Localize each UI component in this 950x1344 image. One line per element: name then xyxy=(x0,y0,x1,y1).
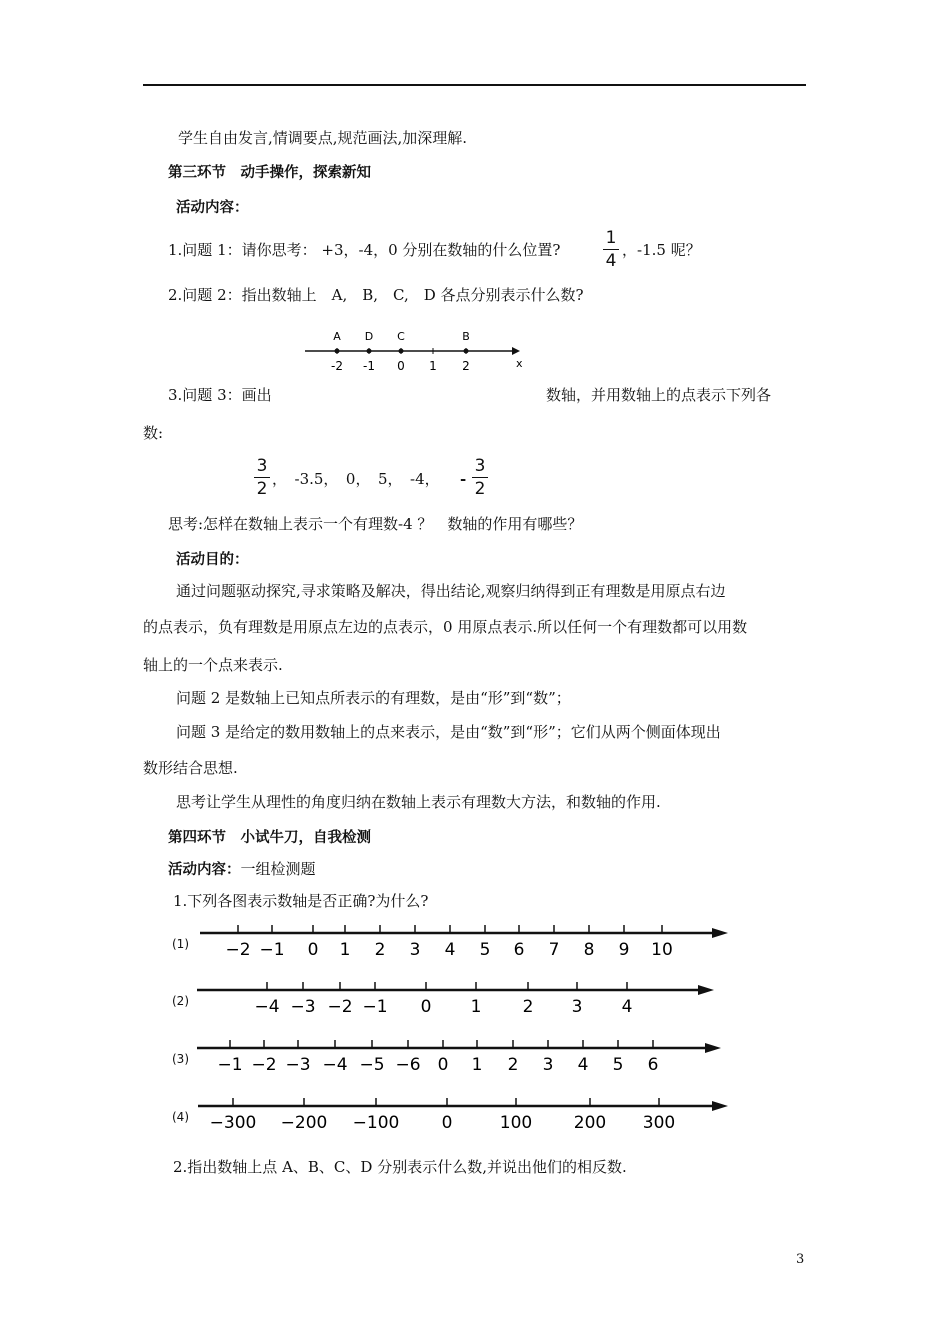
test-axis-tick-label: −4 xyxy=(254,997,280,1017)
test-axis-tick-label: 1 xyxy=(470,997,482,1017)
small-axis-tick-label: 2 xyxy=(462,359,470,373)
q1-fraction-numerator: 1 xyxy=(605,228,617,248)
test-axis-tick-label: 1 xyxy=(471,1055,483,1075)
test-axis-tick-label: 3 xyxy=(542,1055,554,1075)
test-axis-tick-label: 3 xyxy=(409,940,421,960)
test-axis-tick-label: 4 xyxy=(444,940,456,960)
small-axis-point xyxy=(464,349,469,354)
test-axis-tick-label: −200 xyxy=(280,1113,328,1133)
activity-4-label: 活动内容： xyxy=(168,862,241,878)
test-axis-tick-label: 7 xyxy=(548,940,560,960)
question-1: 1.问题 1：请你思考： +3，-4，0 分别在数轴的什么位置? xyxy=(168,241,561,259)
test-axis-tag: (1) xyxy=(172,937,189,951)
test-axis-tick-label: 2 xyxy=(507,1055,519,1075)
test-axis-arrow xyxy=(712,1101,728,1111)
test-axis-tick-label: 3 xyxy=(571,997,583,1017)
test-axis-tick-label: 5 xyxy=(612,1055,624,1075)
list-fraction-2 xyxy=(472,456,488,499)
small-axis-point xyxy=(399,349,404,354)
question-2: 2.问题 2：指出数轴上 A, B, C, D 各点分别表示什么数? xyxy=(168,286,584,304)
test-axis-tick-label: 9 xyxy=(618,940,630,960)
small-axis-point xyxy=(335,349,340,354)
small-axis-tick-label: 0 xyxy=(397,359,405,373)
test-axis-tick-label: −3 xyxy=(290,997,316,1017)
question-1-tail: ，-1.5 呢？ xyxy=(622,241,701,259)
test-axis-tick-label: 6 xyxy=(513,940,525,960)
activity-4-content xyxy=(168,858,316,879)
test-axis xyxy=(190,925,730,971)
goal-line-7: 思考让学生从理性的角度归纳在数轴上表示有理数大方法，和数轴的作用. xyxy=(176,793,661,811)
test-question-2: 2.指出数轴上点 A、B、C、D 分别表示什么数,并说出他们的相反数. xyxy=(173,1158,627,1176)
section-4-title: 第四环节 小试牛刀，自我检测 xyxy=(168,830,371,846)
goal-line-3: 轴上的一个点来表示. xyxy=(143,656,283,674)
test-axis-tick-label: −3 xyxy=(285,1055,311,1075)
goal-line-5: 问题 3 是给定的数用数轴上的点来表示，是由“数”到“形”；它们从两个侧面体现出 xyxy=(176,723,721,741)
test-axis-tag: (4) xyxy=(172,1110,189,1124)
test-axis-tick-label: 2 xyxy=(522,997,534,1017)
test-axis-arrow xyxy=(698,985,714,995)
q1-fraction-bar xyxy=(603,249,619,250)
list-fraction-1-denominator: 2 xyxy=(256,479,268,499)
negative-sign: - xyxy=(460,470,467,488)
test-axis-tick-label: 1 xyxy=(339,940,351,960)
small-axis-letter: x xyxy=(516,357,523,370)
test-axis-tick-label: 300 xyxy=(642,1113,676,1133)
list-fraction-2-numerator: 3 xyxy=(474,456,486,476)
test-axis-tick-label: 200 xyxy=(573,1113,607,1133)
activity-content-label: 活动内容： xyxy=(176,200,249,216)
test-axis-tick-label: 0 xyxy=(307,940,319,960)
small-axis-point-label: B xyxy=(462,330,470,343)
question-3-continuation: 数: xyxy=(143,424,164,442)
test-axis xyxy=(190,1040,730,1086)
list-fraction-1-numerator: 3 xyxy=(256,456,268,476)
test-axis-tick-label: 100 xyxy=(499,1113,533,1133)
question-3-right: 数轴，并用数轴上的点表示下列各 xyxy=(546,386,772,404)
test-axis-arrow xyxy=(705,1043,721,1053)
q1-fraction xyxy=(603,228,619,271)
question-3-left: 3.问题 3：画出 xyxy=(168,386,272,404)
test-axis xyxy=(190,982,730,1028)
small-axis-arrow xyxy=(512,347,520,355)
test-axis-tick-label: 10 xyxy=(651,940,673,960)
list-fraction-2-denominator: 2 xyxy=(474,479,486,499)
test-axis-tick-label: −100 xyxy=(352,1113,400,1133)
test-axis-tick-label: −1 xyxy=(259,940,285,960)
activity-4-value: 一组检测题 xyxy=(240,860,316,878)
list-fraction-2-bar xyxy=(472,477,488,478)
test-axis-arrow xyxy=(712,928,728,938)
test-axis-tick-label: −300 xyxy=(209,1113,257,1133)
test-axis-tick-label: 5 xyxy=(479,940,491,960)
test-axis-tick-label: 8 xyxy=(583,940,595,960)
test-axis-tick-label: 4 xyxy=(621,997,633,1017)
small-number-line xyxy=(300,326,530,378)
test-axis-tick-label: 6 xyxy=(647,1055,659,1075)
test-axis-tag: (3) xyxy=(172,1052,189,1066)
small-axis-tick-label: -2 xyxy=(331,359,343,373)
activity-goal-label: 活动目的： xyxy=(176,552,249,568)
page-number: 3 xyxy=(796,1252,805,1267)
section-3-title: 第三环节 动手操作，探索新知 xyxy=(168,165,371,181)
test-axis-tag: (2) xyxy=(172,994,189,1008)
small-axis-tick-label: 1 xyxy=(429,359,437,373)
test-axis-tick-label: −2 xyxy=(327,997,353,1017)
list-fraction-1-bar xyxy=(254,477,270,478)
test-axis-tick-label: 0 xyxy=(437,1055,449,1075)
small-axis-point xyxy=(367,349,372,354)
test-axis-tick-label: −2 xyxy=(225,940,251,960)
test-axis-tick-label: −6 xyxy=(395,1055,421,1075)
test-axis-tick-label: −4 xyxy=(322,1055,348,1075)
test-axis-tick-label: 0 xyxy=(420,997,432,1017)
number-list: ， -3.5， 0， 5， -4， xyxy=(272,470,440,488)
goal-line-1: 通过问题驱动探究,寻求策略及解决，得出结论,观察归纳得到正有理数是用原点右边 xyxy=(176,582,726,600)
list-fraction-1 xyxy=(254,456,270,499)
test-axis-tick-label: −1 xyxy=(217,1055,243,1075)
test-axis-tick-label: −1 xyxy=(362,997,388,1017)
goal-line-4: 问题 2 是数轴上已知点所表示的有理数，是由“形”到“数”； xyxy=(176,689,571,707)
test-question-1: 1.下列各图表示数轴是否正确?为什么? xyxy=(173,892,429,910)
test-axis-tick-label: 2 xyxy=(374,940,386,960)
test-axis-tick-label: 0 xyxy=(441,1113,453,1133)
test-axis-tick-label: 4 xyxy=(577,1055,589,1075)
test-axis-tick-label: −5 xyxy=(359,1055,385,1075)
q1-fraction-denominator: 4 xyxy=(605,251,617,271)
goal-line-2: 的点表示，负有理数是用原点左边的点表示，0 用原点表示.所以任何一个有理数都可以用数 xyxy=(143,618,748,636)
small-axis-point-label: A xyxy=(333,330,341,343)
test-axis xyxy=(190,1098,730,1144)
goal-line-6: 数形结合思想. xyxy=(143,759,238,777)
think-question: 思考:怎样在数轴上表示一个有理数-4 ？ 数轴的作用有哪些？ xyxy=(168,515,583,533)
small-axis-point-label: C xyxy=(397,330,405,343)
small-axis-point-label: D xyxy=(364,330,374,343)
small-axis-tick-label: -1 xyxy=(363,359,375,373)
paragraph-intro: 学生自由发言,情调要点,规范画法,加深理解. xyxy=(178,129,468,147)
header-rule xyxy=(143,84,806,86)
test-axis-tick-label: −2 xyxy=(251,1055,277,1075)
